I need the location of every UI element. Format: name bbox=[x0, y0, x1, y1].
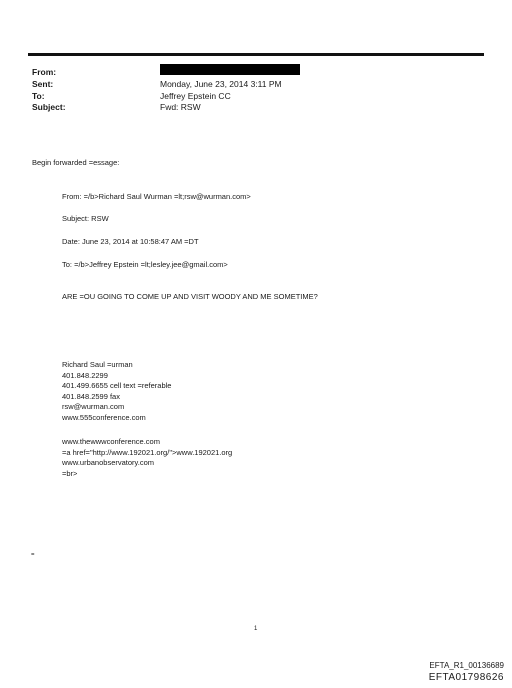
signature-phone: 401.848.2299 bbox=[62, 370, 108, 380]
subject-label: Subject: bbox=[32, 102, 66, 112]
redaction-bar bbox=[160, 64, 300, 75]
subject-value: Fwd: RSW bbox=[160, 102, 201, 112]
signature-fax: 401.848.2599 fax bbox=[62, 391, 120, 401]
to-value: Jeffrey Epstein CC bbox=[160, 91, 231, 101]
sent-value: Monday, June 23, 2014 3:11 PM bbox=[160, 79, 282, 89]
link-item: =br> bbox=[62, 468, 78, 478]
links-block bbox=[62, 437, 232, 479]
message-text: ARE =OU GOING TO COME UP AND VISIT WOODY AND ME SOMETIME? bbox=[62, 292, 318, 301]
link-item: =a href="http://www.192021.org/">www.192021.org bbox=[62, 447, 233, 457]
page-number: 1 bbox=[254, 626, 258, 632]
from-label: From: bbox=[32, 67, 57, 77]
header-rule bbox=[28, 53, 484, 56]
efta-stamp-large: EFTA01798626 bbox=[428, 672, 504, 683]
signature-website: www.555conference.com bbox=[62, 412, 146, 422]
stray-equals: = bbox=[31, 552, 35, 558]
signature-cell: 401.499.6655 cell text =referable bbox=[62, 381, 172, 391]
forwarded-from: From: =/b>Richard Saul Wurman =lt;rsw@wurman.com> bbox=[62, 192, 251, 201]
signature-email: rsw@wurman.com bbox=[62, 402, 125, 412]
forwarded-date: Date: June 23, 2014 at 10:58:47 AM =DT bbox=[62, 237, 199, 246]
efta-stamp-small: EFTA_R1_00136689 bbox=[429, 661, 504, 670]
sent-label: Sent: bbox=[32, 79, 54, 89]
link-item: www.thewwwconference.com bbox=[62, 437, 160, 446]
forward-intro: Begin forwarded =essage: bbox=[32, 158, 120, 167]
signature-name: Richard Saul =urman bbox=[62, 360, 133, 369]
signature-block bbox=[62, 360, 171, 424]
forwarded-subject: Subject: RSW bbox=[62, 214, 109, 223]
forwarded-to: To: =/b>Jeffrey Epstein =lt;lesley.jee@gmail.com> bbox=[62, 260, 228, 269]
link-item: www.urbanobservatory.com bbox=[62, 458, 154, 468]
to-label: To: bbox=[32, 91, 45, 101]
